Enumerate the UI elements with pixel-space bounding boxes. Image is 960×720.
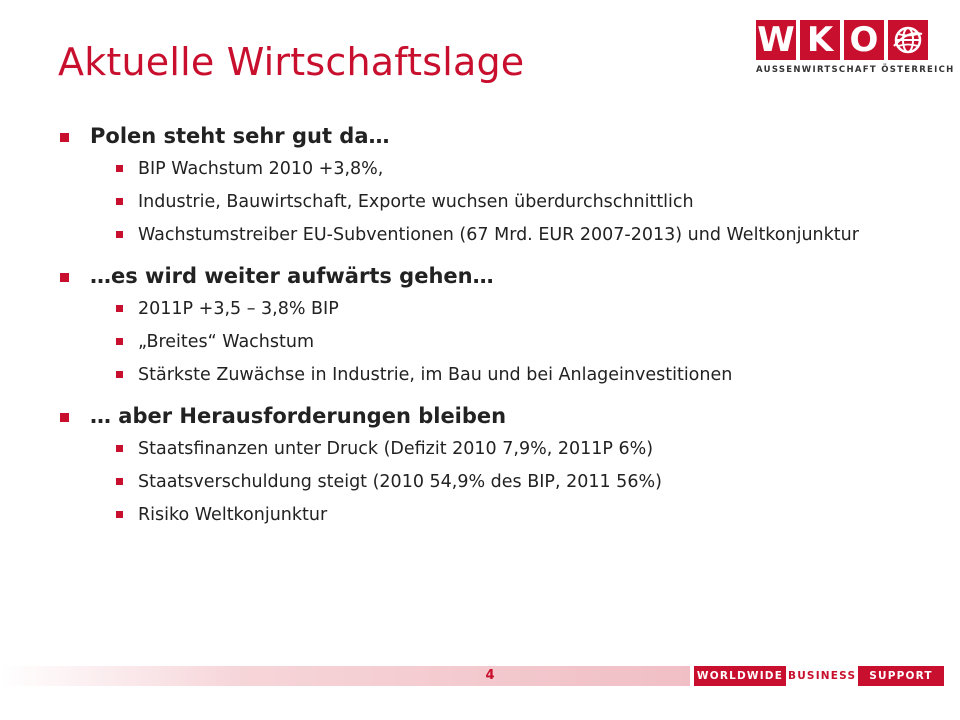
bullet-square-icon <box>116 231 123 238</box>
list-item <box>116 297 900 322</box>
bullet-square-icon <box>60 273 69 282</box>
footer-tag-support: SUPPORT <box>858 666 944 686</box>
list-item <box>116 437 900 462</box>
item-text: „Breites“ Wachstum <box>138 332 314 352</box>
list-item <box>116 470 900 495</box>
item-text: Staatsverschuldung steigt (2010 54,9% des BIP, 2011 56%) <box>138 472 662 492</box>
footer-gradient-bar <box>0 666 690 686</box>
bullet-square-icon <box>60 133 69 142</box>
item-text: BIP Wachstum 2010 +3,8%, <box>138 159 384 179</box>
bullet-square-icon <box>116 511 123 518</box>
heading-text: …es wird weiter aufwärts gehen… <box>90 264 494 288</box>
footer-tag-business: BUSINESS <box>788 666 856 686</box>
footer-tag-worldwide: WORLDWIDE <box>694 666 786 686</box>
list-item <box>116 157 900 182</box>
bullet-square-icon <box>116 198 123 205</box>
logo-letter-w: W <box>757 20 795 60</box>
item-text: 2011P +3,5 – 3,8% BIP <box>138 299 339 319</box>
section-heading <box>60 264 900 288</box>
bullet-square-icon <box>60 413 69 422</box>
bullet-square-icon <box>116 165 123 172</box>
heading-text: … aber Herausforderungen bleiben <box>90 404 507 428</box>
logo-letters <box>756 20 946 60</box>
slide-title: Aktuelle Wirtschaftslage <box>58 40 525 84</box>
section-heading <box>60 404 900 428</box>
page-number: 4 <box>485 668 495 683</box>
section-3 <box>60 404 900 528</box>
list-item <box>116 363 900 388</box>
list-item <box>116 190 900 215</box>
item-text: Risiko Weltkonjunktur <box>138 505 328 525</box>
list-item <box>116 503 900 528</box>
bullet-square-icon <box>116 371 123 378</box>
item-text: Stärkste Zuwächse in Industrie, im Bau und bei Anlageinvestitionen <box>138 365 733 385</box>
item-text: Industrie, Bauwirtschaft, Exporte wuchsen überdurchschnittlich <box>138 192 694 212</box>
section-heading <box>60 124 900 148</box>
bullet-square-icon <box>116 478 123 485</box>
list-item <box>116 223 900 248</box>
bullet-square-icon <box>116 338 123 345</box>
item-text: Wachstumstreiber EU-Subventionen (67 Mrd. EUR 2007-2013) und Weltkonjunktur <box>138 225 859 245</box>
section-1 <box>60 124 900 248</box>
logo-letter-k: K <box>800 20 840 60</box>
bullet-square-icon <box>116 445 123 452</box>
list-item <box>116 330 900 355</box>
wko-logo <box>756 20 955 80</box>
logo-tagline: AUSSENWIRTSCHAFT ÖSTERREICH <box>756 65 955 75</box>
bullet-content <box>60 124 900 544</box>
globe-icon <box>888 20 928 60</box>
bullet-square-icon <box>116 305 123 312</box>
item-text: Staatsfinanzen unter Druck (Defizit 2010 7,9%, 2011P 6%) <box>138 439 654 459</box>
heading-text: Polen steht sehr gut da… <box>90 124 390 148</box>
logo-letter-o: O <box>844 20 884 60</box>
section-2 <box>60 264 900 388</box>
